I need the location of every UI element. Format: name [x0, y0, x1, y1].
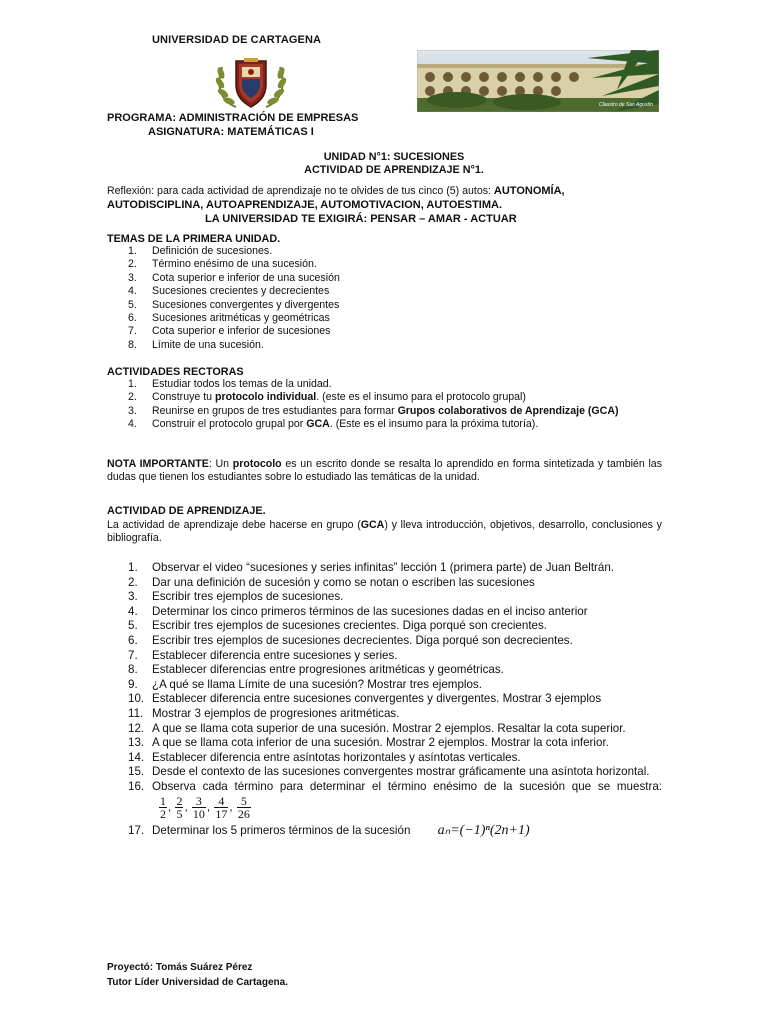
sequence-formula: aₙ=(−1)ⁿ(2n+1) [437, 822, 530, 838]
subject-name: ASIGNATURA: MATEMÁTICAS I [148, 126, 314, 138]
list-item: 6. Sucesiones aritméticas y geométricas [128, 312, 330, 325]
topics-heading: TEMAS DE LA PRIMERA UNIDAD. [107, 233, 281, 245]
list-item: 2. Construye tu protocolo individual. (este es el insumo para el protocolo grupal) [128, 391, 526, 404]
list-item: 1. Observar el video “sucesiones y series infinitas” lección 1 (primera parte) de Juan Beltrán. [128, 561, 615, 574]
autos-list: AUTODISCIPLINA, AUTOAPRENDIZAJE, AUTOMOTIVACION, AUTOESTIMA. [107, 199, 503, 211]
important-note: NOTA IMPORTANTE: Un protocolo es un escrito donde se resalta lo aprendido en forma sintetizada y también las dudas que tienen los estudiantes sobre lo estudiado las temáticas de la unidad. [107, 458, 663, 483]
questions-section [107, 561, 662, 838]
photo-caption: Claustro de San Agustín [598, 102, 653, 108]
list-item: 5. Escribir tres ejemplos de sucesiones crecientes. Diga porqué son crecientes. [128, 619, 548, 633]
list-item: 10. Establecer diferencia entre sucesiones convergentes y divergentes. Mostrar 3 ejemplos [128, 692, 602, 706]
list-item: 13. A que se llama cota inferior de una sucesión. Mostrar 2 ejemplos. Mostrar la cota inferior. [128, 736, 609, 750]
list-item: 8. Establecer diferencias entre progresiones aritméticas y geométricas. [128, 663, 504, 677]
fraction: $\frac{3}{10}$ [192, 793, 205, 821]
list-item: 17. Determinar los 5 primeros términos de la sucesión aₙ=(−1)ⁿ(2n+1) [128, 822, 530, 838]
topics-section [107, 233, 662, 352]
footer-credits [107, 960, 288, 990]
list-item: 15. Desde el contexto de las sucesiones convergentes mostrar gráficamente una asíntota horizontal. [128, 765, 650, 779]
list-item: 1. Definición de sucesiones. [128, 245, 273, 257]
reflection-text: Reflexión: para cada actividad de aprendizaje no te olvides de tus cinco (5) autos: AUTONOMÍA, [107, 185, 565, 197]
list-item: 4. Sucesiones crecientes y decrecientes [128, 285, 330, 298]
activity-title: ACTIVIDAD DE APRENDIZAJE N°1. [304, 164, 484, 176]
rectoras-list [107, 378, 662, 432]
list-item: 12. A que se llama cota superior de una sucesión. Mostrar 2 ejemplos. Resaltar la cota superior. [128, 721, 626, 735]
list-item: 8. Límite de una sucesión. [128, 338, 264, 351]
program-name: PROGRAMA: ADMINISTRACIÓN DE EMPRESAS [107, 112, 359, 124]
topics-list [107, 245, 662, 352]
author-credit: Proyectó: Tomás Suárez Pérez [107, 962, 253, 973]
university-crest-logo [206, 55, 296, 113]
list-item: 1. Estudiar todos los temas de la unidad. [128, 378, 332, 390]
list-item: 6. Escribir tres ejemplos de sucesiones decrecientes. Diga porqué son decrecientes. [128, 633, 573, 647]
list-item: 4. Determinar los cinco primeros términos de las sucesiones dadas en el inciso anterior [128, 604, 588, 618]
tutor-credit: Tutor Líder Universidad de Cartagena. [107, 977, 288, 988]
fraction: $\frac{4}{17}$ [215, 793, 228, 821]
list-item: 3. Cota superior e inferior de una sucesión [128, 271, 340, 284]
fraction: $\frac{5}{26}$ [237, 793, 250, 821]
unit-title-block [0, 151, 768, 177]
activity-description: La actividad de aprendizaje debe hacerse en grupo (GCA) y lleva introducción, objetivos, desarrollo, conclusiones y bibliografía. [107, 518, 662, 545]
university-motto: LA UNIVERSIDAD TE EXIGIRÁ: PENSAR – AMAR - ACTUAR [205, 213, 517, 225]
rectoras-heading: ACTIVIDADES RECTORAS [107, 366, 244, 378]
list-item: 9. ¿A qué se llama Límite de una sucesión? Mostrar tres ejemplos. [128, 677, 482, 691]
list-item: 7. Establecer diferencia entre sucesiones y series. [128, 648, 398, 662]
list-item: 7. Cota superior e inferior de sucesiones [128, 325, 331, 338]
list-item: 5. Sucesiones convergentes y divergentes [128, 298, 340, 311]
list-item: 2. Término enésimo de una sucesión. [128, 258, 317, 271]
list-item: 3. Reunirse en grupos de tres estudiantes para formar Grupos colaborativos de Aprendizaje (GCA) [128, 404, 619, 417]
unit-title: UNIDAD N°1: SUCESIONES [323, 151, 465, 163]
sequence-fractions: $\frac{1}{2}$ , $\frac{2}{5}$ , $\frac{3}{10}$ , $\frac{4}{17}$ , $\frac{5}{26}$ [160, 793, 250, 821]
university-title: UNIVERSIDAD DE CARTAGENA [152, 34, 322, 46]
list-item: 14. Establecer diferencia entre asíntotas horizontales y asíntotas verticales. [128, 750, 521, 764]
learning-activity-section [107, 505, 662, 546]
program-block [107, 111, 358, 139]
list-item: 4. Construir el protocolo grupal por GCA. (Este es el insumo para la próxima tutoría). [128, 418, 539, 431]
list-item: 16. Observa cada término para determinar el término enésimo de la sucesión que se muestra: $\frac{1}{2}$ , $\frac{2}{5}$ , $\frac{3}{10}$ , $\frac{4}{17}$ , $\frac{5}{26}$ [128, 779, 662, 821]
list-item: 3. Escribir tres ejemplos de sucesiones. [128, 590, 344, 604]
list-item: 2. Dar una definición de sucesión y como se notan o escriben las sucesiones [128, 575, 535, 589]
cloister-photo [417, 50, 659, 112]
fraction: $\frac{2}{5}$ [176, 793, 183, 821]
rectoras-section [107, 366, 662, 432]
reflection-block [107, 184, 662, 226]
activity-heading: ACTIVIDAD DE APRENDIZAJE. [107, 505, 266, 517]
fraction: $\frac{1}{2}$ [160, 793, 166, 821]
questions-list [107, 561, 662, 838]
list-item: 11. Mostrar 3 ejemplos de progresiones aritméticas. [128, 706, 400, 720]
